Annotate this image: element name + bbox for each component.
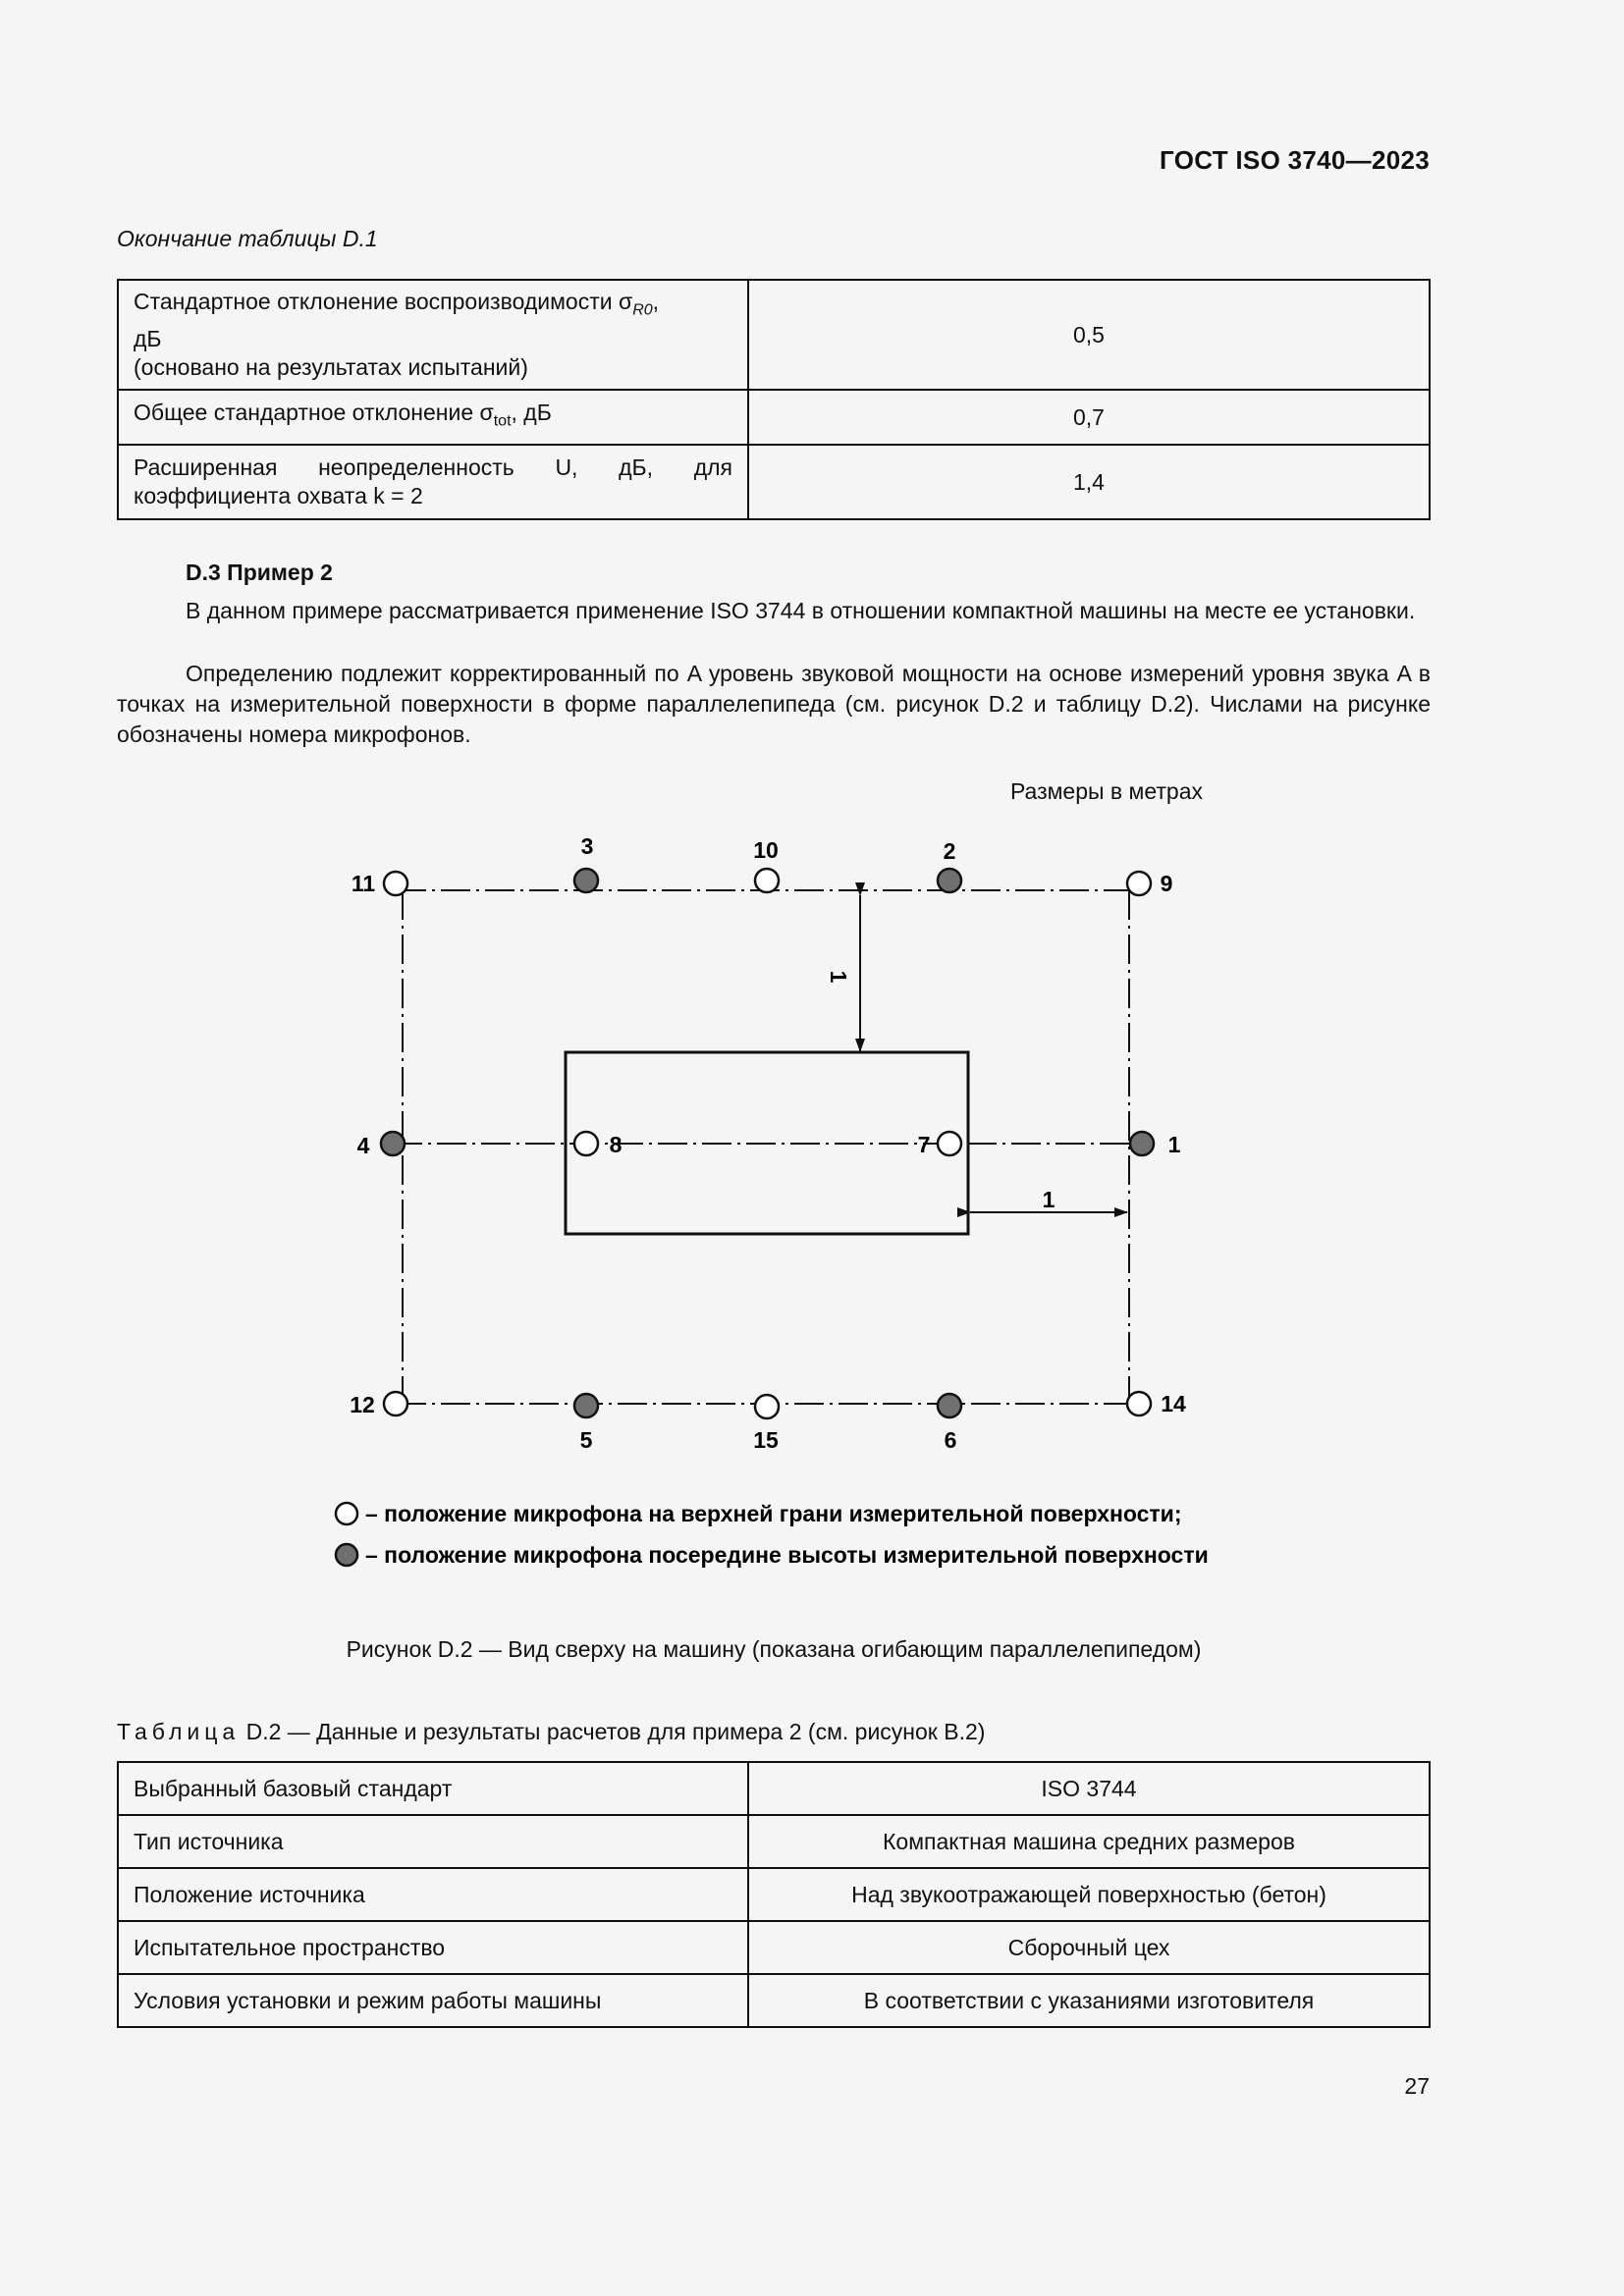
table-row bbox=[118, 1868, 1430, 1921]
legend bbox=[336, 1501, 1209, 1568]
microphone-marker-5 bbox=[574, 1394, 598, 1417]
microphone-label-6: 6 bbox=[944, 1427, 957, 1453]
table-cell-value: Сборочный цех bbox=[748, 1921, 1430, 1974]
microphone-label-11: 11 bbox=[351, 871, 376, 896]
figure-caption: Рисунок D.2 — Вид сверху на машину (показана огибающим параллелепипедом) bbox=[346, 1636, 1202, 1662]
table-cell-label: Тип источника bbox=[118, 1815, 748, 1868]
cell-text: Расширенная неопределенность U, дБ, для bbox=[134, 454, 732, 480]
table-cell-value: ISO 3744 bbox=[748, 1762, 1430, 1815]
legend-filled-marker bbox=[336, 1544, 357, 1566]
microphone-label-9: 9 bbox=[1160, 871, 1173, 896]
cell-text: (основано на результатах испытаний) bbox=[134, 353, 528, 380]
microphone-marker-11 bbox=[384, 872, 407, 895]
table2-caption-text: D.2 — Данные и результаты расчетов для примера 2 (см. рисунок B.2) bbox=[240, 1719, 986, 1744]
microphone-label-12: 12 bbox=[350, 1392, 375, 1417]
measurement-surface-outline bbox=[393, 890, 1141, 1404]
microphone-marker-12 bbox=[384, 1392, 407, 1415]
table-cell-label: Выбранный базовый стандарт bbox=[118, 1762, 748, 1815]
paragraph: Определению подлежит корректированный по A уровень звуковой мощности на основе измерений уровня звука A в точках на измерительной поверхности в форме параллелепипеда (см. рисунок D.2 и таблицу D.2). Числами на рисунке обозначены номера микрофонов. bbox=[117, 661, 1431, 747]
table1-caption: Окончание таблицы D.1 bbox=[117, 226, 378, 251]
table-cell-label: Общее стандартное отклонение $\sigma_{tot}$, дБ bbox=[118, 390, 748, 445]
microphone-label-5: 5 bbox=[579, 1427, 593, 1453]
legend-text-top: – положение микрофона на верхней грани измерительной поверхности; bbox=[365, 1501, 1182, 1526]
microphone-marker-15 bbox=[755, 1395, 779, 1418]
microphone-marker-2 bbox=[938, 869, 961, 892]
table-cell-value: 0,5 bbox=[748, 280, 1430, 390]
legend-text-mid: – положение микрофона посередине высоты измерительной поверхности bbox=[365, 1542, 1209, 1568]
microphone-label-14: 14 bbox=[1161, 1391, 1186, 1416]
dimension-label-top: 1 bbox=[826, 970, 851, 984]
cell-text: коэффициента охвата k = 2 bbox=[134, 483, 423, 508]
table-cell-value: В соответствии с указаниями изготовителя bbox=[748, 1974, 1430, 2027]
legend-open-marker bbox=[336, 1503, 357, 1524]
table-row bbox=[118, 1762, 1430, 1815]
microphone-label-4: 4 bbox=[356, 1133, 370, 1158]
microphone-label-10: 10 bbox=[753, 837, 779, 863]
microphone-label-1: 1 bbox=[1167, 1132, 1181, 1157]
document-id: ГОСТ ISO 3740—2023 bbox=[1160, 145, 1430, 175]
table-cell-label: Условия установки и режим работы машины bbox=[118, 1974, 748, 2027]
table-row bbox=[118, 1815, 1430, 1868]
table-cell-value: Компактная машина средних размеров bbox=[748, 1815, 1430, 1868]
microphone-label-7: 7 bbox=[917, 1132, 931, 1157]
paragraph: В данном примере рассматривается применение ISO 3744 в отношении компактной машины на месте ее установки. bbox=[186, 598, 1416, 623]
table-d2 bbox=[117, 1761, 1431, 2028]
table-row bbox=[118, 1921, 1430, 1974]
microphone-marker-1 bbox=[1130, 1132, 1154, 1155]
cell-text: дБ bbox=[134, 325, 162, 351]
table2-caption-word: Таблица bbox=[117, 1719, 241, 1744]
microphone-marker-7 bbox=[938, 1132, 961, 1155]
table-cell-value: Над звукоотражающей поверхностью (бетон) bbox=[748, 1868, 1430, 1921]
microphone-marker-6 bbox=[938, 1394, 961, 1417]
table-cell-value: 0,7 bbox=[748, 390, 1430, 445]
microphone-label-8: 8 bbox=[609, 1132, 623, 1157]
section-title: D.3 Пример 2 bbox=[186, 560, 333, 585]
microphone-label-15: 15 bbox=[753, 1427, 779, 1453]
table2-caption bbox=[117, 1719, 985, 1745]
microphone-label-2: 2 bbox=[943, 838, 956, 864]
microphone-marker-3 bbox=[574, 869, 598, 892]
microphone-label-3: 3 bbox=[580, 833, 594, 859]
microphone-marker-10 bbox=[755, 869, 779, 892]
table-cell-label: Испытательное пространство bbox=[118, 1921, 748, 1974]
dimensions-note: Размеры в метрах bbox=[1009, 778, 1203, 804]
microphone-marker-9 bbox=[1127, 872, 1151, 895]
dimension-label-right: 1 bbox=[1042, 1187, 1056, 1212]
table-cell-label: Положение источника bbox=[118, 1868, 748, 1921]
table-cell-value: 1,4 bbox=[748, 445, 1430, 519]
cell-text: Стандартное отклонение воспроизводимости $\sigma_{R0}$, bbox=[134, 289, 660, 319]
microphone-marker-14 bbox=[1127, 1392, 1151, 1415]
microphone-marker-4 bbox=[381, 1132, 405, 1155]
page-number: 27 bbox=[1404, 2073, 1430, 2099]
table-row bbox=[118, 1974, 1430, 2027]
microphone-marker-8 bbox=[574, 1132, 598, 1155]
